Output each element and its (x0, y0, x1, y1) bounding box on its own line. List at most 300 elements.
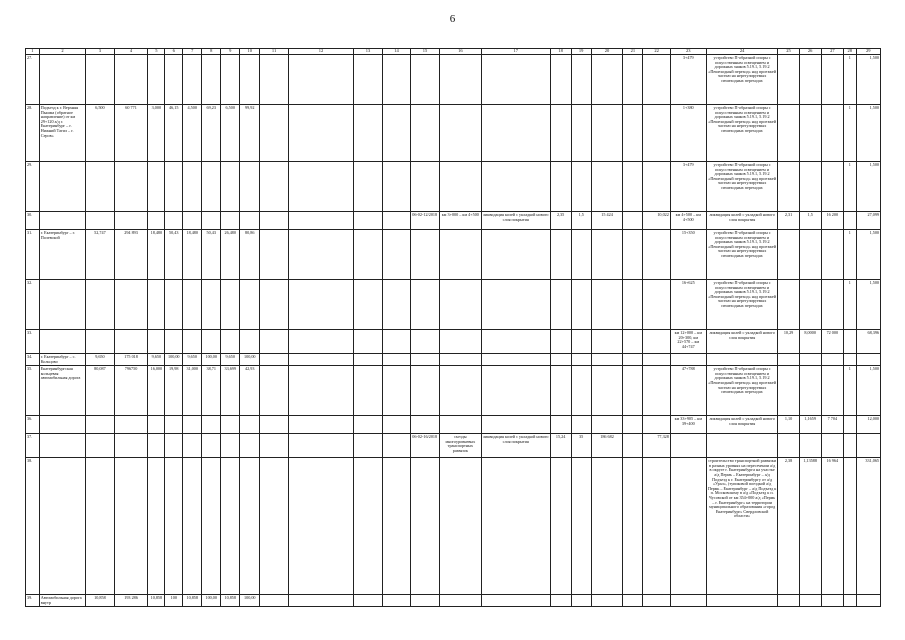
table-cell: 9,650 (86, 354, 115, 366)
column-header: 25 (778, 49, 799, 55)
table-cell (623, 280, 643, 330)
table-cell (183, 416, 202, 434)
table-cell: 6,500 (86, 105, 115, 162)
table-cell (623, 55, 643, 105)
table-cell (148, 55, 165, 105)
table-row (26, 280, 881, 330)
table-cell (623, 230, 643, 280)
table-cell: 1,500 (856, 55, 880, 105)
table-cell: 10,858 (221, 595, 240, 607)
table-cell (623, 416, 643, 434)
table-cell (148, 434, 165, 458)
table-row (26, 354, 881, 366)
table-cell (481, 416, 550, 434)
table-cell (843, 595, 856, 607)
table-cell (288, 230, 353, 280)
table-cell (643, 416, 670, 434)
column-header: 18 (550, 49, 571, 55)
table-cell (799, 434, 821, 458)
table-cell: устройство П-образной опоры с искусственным освещением и дорожных знаков 5.19.1, 5.19.2 «Пешеходный переход» над проезжей частью на нерегулируемых пешеходных переходах (706, 366, 778, 416)
table-cell (288, 416, 353, 434)
table-cell (382, 280, 411, 330)
table-cell (439, 55, 481, 105)
table-cell: 9,650 (183, 354, 202, 366)
table-cell (86, 212, 115, 230)
table-cell (221, 434, 240, 458)
table-cell (240, 458, 260, 595)
table-cell (411, 416, 440, 434)
table-cell (39, 416, 85, 434)
table-cell (114, 55, 148, 105)
table-cell: 26,480 (221, 230, 240, 280)
column-header: 2 (39, 49, 85, 55)
table-cell (86, 55, 115, 105)
table-cell (39, 434, 85, 458)
column-header: 9 (221, 49, 240, 55)
table-cell: 15 424 (591, 212, 623, 230)
table-cell (571, 366, 591, 416)
table-cell (382, 105, 411, 162)
table-cell: 100,00 (240, 595, 260, 607)
table-cell (439, 330, 481, 354)
table-cell (260, 55, 289, 105)
column-header: 7 (183, 49, 202, 55)
table-cell: 2,38 (778, 458, 799, 595)
table-cell (411, 458, 440, 595)
table-cell: 16 200 (821, 212, 843, 230)
table-cell (439, 354, 481, 366)
column-header: 1 (26, 49, 40, 55)
table-cell: 3+479 (670, 162, 706, 212)
table-cell (411, 55, 440, 105)
table-cell: 36. (26, 416, 40, 434)
table-cell (382, 55, 411, 105)
table-cell (354, 330, 383, 354)
table-cell (39, 330, 85, 354)
table-cell (643, 330, 670, 354)
table-cell: 6,500 (221, 105, 240, 162)
table-cell (550, 105, 571, 162)
table-cell (843, 354, 856, 366)
table-cell (821, 280, 843, 330)
table-cell (571, 162, 591, 212)
table-cell (643, 458, 670, 595)
table-cell (778, 366, 799, 416)
table-cell: 33. (26, 330, 40, 354)
table-cell (260, 416, 289, 434)
table-cell (799, 105, 821, 162)
table-row (26, 366, 881, 416)
table-cell: 100 (165, 595, 183, 607)
table-cell: 18,480 (183, 230, 202, 280)
table-cell (843, 434, 856, 458)
table-row (26, 416, 881, 434)
column-header: 26 (799, 49, 821, 55)
table-cell (86, 416, 115, 434)
table-cell (571, 105, 591, 162)
table-cell (571, 458, 591, 595)
table-cell: 100,00 (202, 354, 221, 366)
table-cell (778, 354, 799, 366)
table-cell (382, 458, 411, 595)
table-cell (114, 280, 148, 330)
table-cell: 47+788 (670, 366, 706, 416)
table-cell (354, 280, 383, 330)
table-cell: 10,022 (643, 212, 670, 230)
table-cell (288, 280, 353, 330)
table-cell (411, 280, 440, 330)
table-cell (670, 595, 706, 607)
table-cell (799, 366, 821, 416)
table-cell (221, 162, 240, 212)
data-table (25, 48, 881, 607)
table-cell (439, 595, 481, 607)
table-cell: 33,699 (221, 366, 240, 416)
table-cell (260, 330, 289, 354)
table-cell (354, 434, 383, 458)
table-cell (481, 105, 550, 162)
table-cell (202, 55, 221, 105)
table-cell (670, 354, 706, 366)
table-cell (288, 354, 353, 366)
table-cell (821, 595, 843, 607)
table-cell (202, 162, 221, 212)
table-cell (439, 162, 481, 212)
column-header: 27 (821, 49, 843, 55)
table-cell (411, 366, 440, 416)
table-cell: 1 (843, 105, 856, 162)
table-cell (481, 55, 550, 105)
table-cell: ликвидация колей с укладкой нового слоя покрытия (706, 416, 778, 434)
table-cell (240, 55, 260, 105)
table-cell (114, 458, 148, 595)
table-cell (623, 458, 643, 595)
table-cell: 50,43 (202, 230, 221, 280)
table-cell (550, 595, 571, 607)
table-cell: ликвидация колей с укладкой нового слоя покрытия (706, 212, 778, 230)
table-cell (260, 280, 289, 330)
table-cell (821, 366, 843, 416)
table-cell (202, 458, 221, 595)
table-cell (202, 434, 221, 458)
table-row (26, 55, 881, 105)
table-cell (240, 212, 260, 230)
table-cell: 186 682 (591, 434, 623, 458)
table-cell (643, 366, 670, 416)
column-header: 15 (411, 49, 440, 55)
table-cell (354, 366, 383, 416)
table-cell: км 33+905 – км 39+400 (670, 416, 706, 434)
table-cell (39, 458, 85, 595)
table-cell (288, 458, 353, 595)
table-cell (670, 458, 706, 595)
column-header: 5 (148, 49, 165, 55)
table-cell (623, 595, 643, 607)
table-cell (411, 105, 440, 162)
table-cell (591, 595, 623, 607)
table-cell (39, 55, 85, 105)
table-cell (856, 595, 880, 607)
table-cell (481, 458, 550, 595)
table-cell: 294 893 (114, 230, 148, 280)
column-header: 23 (670, 49, 706, 55)
table-cell: 19,98 (165, 366, 183, 416)
table-cell: 32. (26, 280, 40, 330)
table-cell: 1,10 (778, 416, 799, 434)
table-cell (114, 162, 148, 212)
table-cell (165, 458, 183, 595)
table-cell (354, 212, 383, 230)
table-cell: г. Екатеринбург – г. Полевской (39, 230, 85, 280)
table-cell (643, 105, 670, 162)
table-cell (821, 434, 843, 458)
table-cell (411, 162, 440, 212)
table-cell (571, 330, 591, 354)
page-number: 6 (449, 13, 456, 25)
table-cell (382, 434, 411, 458)
table-cell (183, 280, 202, 330)
column-header: 17 (481, 49, 550, 55)
column-header: 28 (843, 49, 856, 55)
table-cell: 100,00 (240, 354, 260, 366)
table-cell (382, 366, 411, 416)
table-cell: 35 (571, 434, 591, 458)
table-cell (221, 280, 240, 330)
table-cell (643, 230, 670, 280)
table-cell: 1 (843, 55, 856, 105)
table-cell: устройство П-образной опоры с искусственным освещением и дорожных знаков 5.19.1, 5.19.2 «Пешеходный переход» над проезжей частью на нерегулируемых пешеходных переходах (706, 230, 778, 280)
table-cell (148, 212, 165, 230)
table-cell (148, 280, 165, 330)
table-cell (382, 330, 411, 354)
table-cell: 8,0000 (799, 330, 821, 354)
table-row (26, 330, 881, 354)
table-cell: 28. (26, 105, 40, 162)
table-cell (843, 212, 856, 230)
table-cell (86, 280, 115, 330)
table-cell (411, 230, 440, 280)
table-cell (183, 162, 202, 212)
table-cell (591, 230, 623, 280)
table-cell (799, 162, 821, 212)
table-cell (571, 416, 591, 434)
table-cell (86, 458, 115, 595)
table-cell (670, 434, 706, 458)
column-header: 16 (439, 49, 481, 55)
column-header: 8 (202, 49, 221, 55)
table-cell (354, 416, 383, 434)
table-cell (382, 230, 411, 280)
table-cell: 100,00 (202, 595, 221, 607)
table-cell (591, 458, 623, 595)
table-cell: 60 771 (114, 105, 148, 162)
table-cell: 69,23 (202, 105, 221, 162)
table-cell: 06-02-16/2018 (411, 434, 440, 458)
table-cell (221, 212, 240, 230)
table-cell: 50,43 (165, 230, 183, 280)
table-cell (221, 330, 240, 354)
table-cell (288, 330, 353, 354)
column-header: 4 (114, 49, 148, 55)
table-cell: 68,396 (856, 330, 880, 354)
table-cell (439, 230, 481, 280)
table-cell: 1,1659 (799, 416, 821, 434)
column-header: 14 (382, 49, 411, 55)
table-cell (260, 105, 289, 162)
table-cell (165, 162, 183, 212)
table-cell (382, 212, 411, 230)
table-cell (643, 280, 670, 330)
table-cell (778, 595, 799, 607)
table-cell (643, 55, 670, 105)
table-cell (623, 354, 643, 366)
table-cell (643, 162, 670, 212)
table-cell: устройство П-образной опоры с искусственным освещением и дорожных знаков 5.19.1, 5.19.2 «Пешеходный переход» над проезжей частью на нерегулируемых пешеходных переходах (706, 162, 778, 212)
table-cell (240, 162, 260, 212)
table-cell: 2,35 (550, 212, 571, 230)
table-cell (706, 434, 778, 458)
table-cell (591, 280, 623, 330)
table-cell (481, 280, 550, 330)
table-cell: 100,00 (165, 354, 183, 366)
table-cell (571, 595, 591, 607)
table-cell: 10,858 (148, 595, 165, 607)
table-cell: 39. (26, 595, 40, 607)
table-cell: 1,500 (856, 366, 880, 416)
table-cell (288, 434, 353, 458)
table-cell (382, 354, 411, 366)
table-cell: 46,15 (165, 105, 183, 162)
table-cell (183, 330, 202, 354)
table-cell (221, 416, 240, 434)
table-cell: 1,500 (856, 105, 880, 162)
table-cell (165, 280, 183, 330)
table-cell (571, 280, 591, 330)
table-cell: 15,24 (550, 434, 571, 458)
table-cell (439, 280, 481, 330)
table-cell (821, 105, 843, 162)
table-cell (354, 230, 383, 280)
table-cell: 31. (26, 230, 40, 280)
table-cell: 1,500 (856, 162, 880, 212)
table-cell (354, 162, 383, 212)
table-cell: 7 704 (821, 416, 843, 434)
table-cell (799, 55, 821, 105)
table-cell (411, 595, 440, 607)
table-cell (288, 212, 353, 230)
table-cell: 37. (26, 434, 40, 458)
table-cell (202, 212, 221, 230)
table-cell (481, 330, 550, 354)
table-cell: 3+479 (670, 55, 706, 105)
table-cell: 12,000 (856, 416, 880, 434)
table-cell: 15+350 (670, 230, 706, 280)
table-cell (39, 212, 85, 230)
table-cell (260, 162, 289, 212)
table-cell (799, 354, 821, 366)
table-cell (183, 434, 202, 458)
table-cell (148, 162, 165, 212)
table-cell (591, 330, 623, 354)
table-cell (439, 105, 481, 162)
table-cell: км 4+500 – км 4+500 (670, 212, 706, 230)
table-cell: 1+380 (670, 105, 706, 162)
table-cell: 2,31 (778, 212, 799, 230)
table-cell (260, 212, 289, 230)
column-header: 21 (623, 49, 643, 55)
table-cell (183, 212, 202, 230)
table-cell (821, 354, 843, 366)
table-cell (439, 458, 481, 595)
table-cell: 31,000 (183, 366, 202, 416)
table-cell: 1,500 (856, 280, 880, 330)
table-cell (623, 366, 643, 416)
table-cell (260, 230, 289, 280)
table-cell (550, 330, 571, 354)
table-cell (550, 366, 571, 416)
table-cell (221, 55, 240, 105)
table-cell: 06-02-12/2018 (411, 212, 440, 230)
table-cell (643, 595, 670, 607)
table-cell: 29. (26, 162, 40, 212)
column-header: 3 (86, 49, 115, 55)
table-cell (382, 416, 411, 434)
table-cell (165, 416, 183, 434)
column-header: 19 (571, 49, 591, 55)
table-row (26, 105, 881, 162)
table-cell: Подъезд к г. Верхняя Пышма (обратное направление) от км 29+120 а/д г. Екатеринбург – г. Нижний Тагил – г. Серов» (39, 105, 85, 162)
table-cell (778, 434, 799, 458)
table-cell (843, 458, 856, 595)
table-cell (382, 162, 411, 212)
table-cell: 1 (843, 366, 856, 416)
table-cell (623, 105, 643, 162)
table-cell (821, 162, 843, 212)
table-cell (39, 162, 85, 212)
table-cell (354, 105, 383, 162)
table-cell (799, 230, 821, 280)
table-cell (114, 212, 148, 230)
table-cell (821, 55, 843, 105)
table-cell: 18,480 (148, 230, 165, 280)
table-cell (550, 458, 571, 595)
column-header: 29 (856, 49, 880, 55)
table-cell (260, 434, 289, 458)
table-cell (411, 330, 440, 354)
table-cell: 1,13588 (799, 458, 821, 595)
table-row (26, 212, 881, 230)
table-cell: 30. (26, 212, 40, 230)
table-cell: 4,500 (183, 105, 202, 162)
table-cell: Автомобильная дорога внутр (39, 595, 85, 607)
table-cell (260, 354, 289, 366)
table-cell (550, 416, 571, 434)
table-cell (550, 162, 571, 212)
table-cell (591, 105, 623, 162)
table-cell: 9,650 (221, 354, 240, 366)
table-cell (411, 354, 440, 366)
table-cell (843, 416, 856, 434)
column-header: 12 (288, 49, 353, 55)
table-cell (843, 330, 856, 354)
table-cell: 72 000 (821, 330, 843, 354)
table-cell (550, 55, 571, 105)
table-cell (354, 55, 383, 105)
table-cell (382, 595, 411, 607)
table-cell: ликвидация колей с укладкой нового слоя покрытия (706, 330, 778, 354)
table-cell (623, 330, 643, 354)
column-header: 24 (706, 49, 778, 55)
